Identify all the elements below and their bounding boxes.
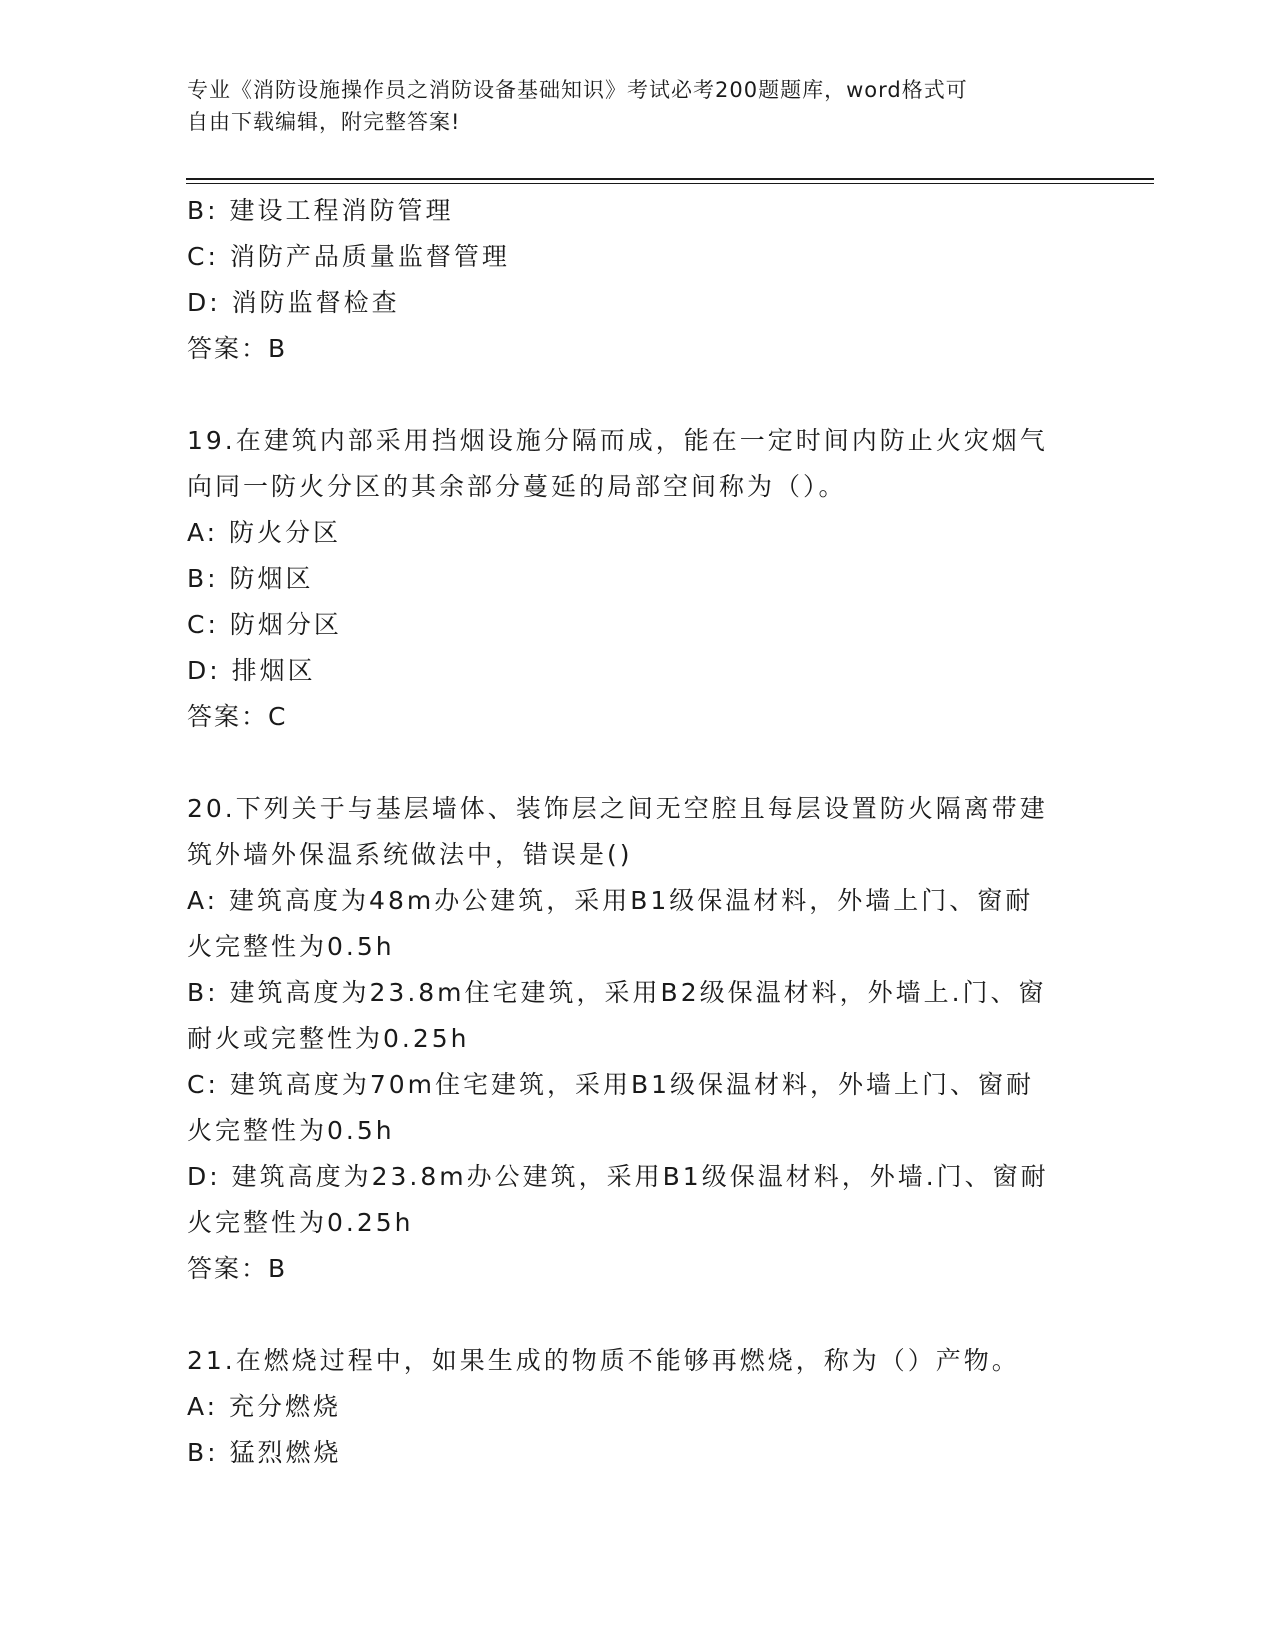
answer-line: 答案：C <box>187 702 288 731</box>
option-b: B: 建筑高度为23.8m住宅建筑，采用B2级保温材料，外墙上.门、窗 <box>187 978 1047 1007</box>
question-19 <box>187 418 1087 740</box>
option-c: C: 防烟分区 <box>187 610 342 639</box>
option-c-continued: 火完整性为0.5h <box>187 1116 395 1145</box>
option-a: A: 建筑高度为48m办公建筑，采用B1级保温材料，外墙上门、窗耐 <box>187 886 1034 915</box>
option-c: C: 建筑高度为70m住宅建筑，采用B1级保温材料，外墙上门、窗耐 <box>187 1070 1035 1099</box>
option-d: D: 消防监督检查 <box>187 288 400 317</box>
question-20 <box>187 786 1087 1292</box>
option-d-continued: 火完整性为0.25h <box>187 1208 414 1237</box>
question-stem-line: 向同一防火分区的其余部分蔓延的局部空间称为（）。 <box>187 472 847 501</box>
question-21 <box>187 1338 1087 1476</box>
option-a-continued: 火完整性为0.5h <box>187 932 395 961</box>
question-stem-line: 21.在燃烧过程中，如果生成的物质不能够再燃烧，称为（）产物。 <box>187 1346 1020 1375</box>
option-b: B: 猛烈燃烧 <box>187 1438 342 1467</box>
option-d: D: 排烟区 <box>187 656 316 685</box>
question-content <box>187 188 1087 1476</box>
header-divider-thick <box>186 178 1154 180</box>
option-c: C: 消防产品质量监督管理 <box>187 242 510 271</box>
option-d: D: 建筑高度为23.8m办公建筑，采用B1级保温材料，外墙.门、窗耐 <box>187 1162 1049 1191</box>
option-b-continued: 耐火或完整性为0.25h <box>187 1024 470 1053</box>
spacer <box>187 740 1087 786</box>
option-a: A: 充分燃烧 <box>187 1392 342 1421</box>
header-divider-thin <box>186 183 1154 184</box>
question-stem-line: 19.在建筑内部采用挡烟设施分隔而成，能在一定时间内防止火灾烟气 <box>187 426 1048 455</box>
question-stem-line: 筑外墙外保温系统做法中，错误是() <box>187 840 633 869</box>
question-stem-line: 20.下列关于与基层墙体、装饰层之间无空腔且每层设置防火隔离带建 <box>187 794 1048 823</box>
option-a: A: 防火分区 <box>187 518 342 547</box>
spacer <box>187 372 1087 418</box>
document-header <box>187 74 1067 138</box>
option-b: B: 建设工程消防管理 <box>187 196 454 225</box>
option-b: B: 防烟区 <box>187 564 314 593</box>
spacer <box>187 1292 1087 1338</box>
question-18 <box>187 188 1087 372</box>
answer-line: 答案：B <box>187 334 288 363</box>
answer-line: 答案：B <box>187 1254 288 1283</box>
header-line-2: 自由下载编辑，附完整答案! <box>187 110 461 134</box>
header-line-1: 专业《消防设施操作员之消防设备基础知识》考试必考200题题库，word格式可 <box>187 78 968 102</box>
